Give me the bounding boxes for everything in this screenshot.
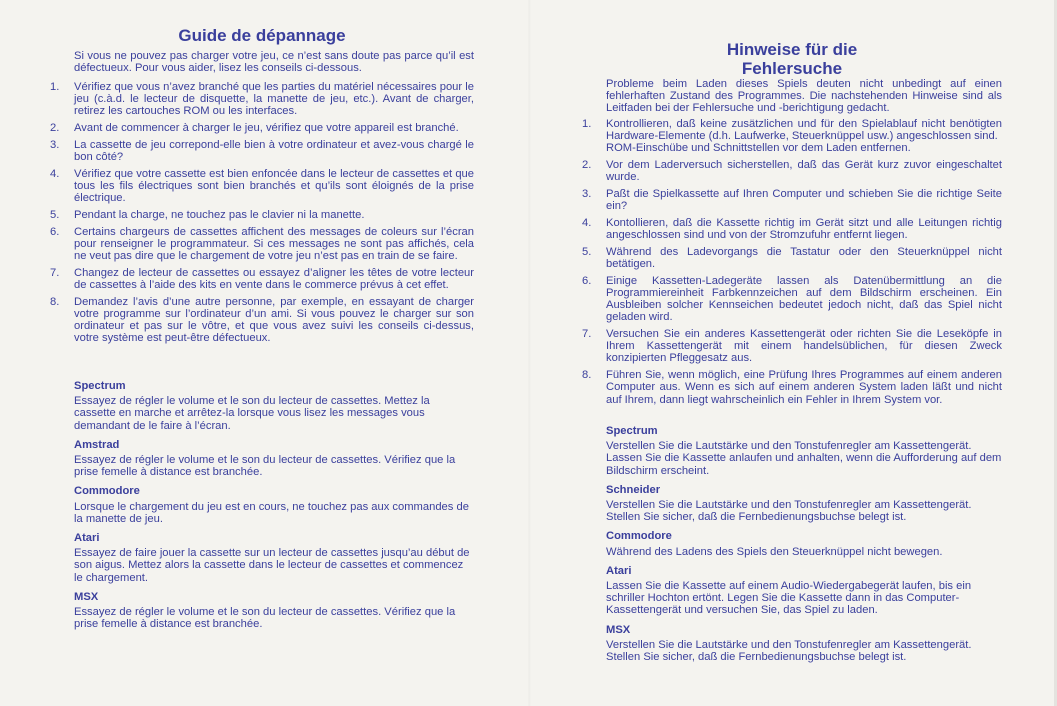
platform-title: Commodore [74,485,140,498]
platform-title: MSX [74,590,99,603]
step-text: Pendant la charge, ne touchez pas le clavier ni la manette. [74,208,365,221]
platform-title: MSX [606,623,631,636]
french-step [50,226,474,263]
step-number: 3. [50,138,60,151]
platform-section-atari [606,565,1002,617]
step-number: 8. [582,369,592,382]
step-text: Vor dem Laderversuch sicherstellen, daß das Gerät kurz zuvor eingeschaltet wurde. [606,159,1002,184]
platform-title: Amstrad [74,438,120,451]
step-number: 5. [582,245,592,258]
german-step [582,275,1002,324]
step-text: Vérifiez que vous n’avez branché que les parties du matériel nécessaires pour le jeu (c.à.d. le lecteur de disquette, la manette de jeu, etc.). Avant de charger, retirez les cartouches ROM ou les interfaces. [74,81,474,118]
german-step [582,118,1002,155]
step-text: Paßt die Spielkassette auf Ihren Computer und schieben Sie die richtige Seite ein? [606,188,1002,213]
step-number: 1. [582,118,592,130]
platform-text: Essayez de régler le volume et le son du lecteur de cassettes. Mettez la cassette en marche et arrêtez-la lorsque vous lisez les messages vous demandant de le faire à l’écran. [74,395,430,432]
german-title [582,40,1002,78]
german-step [582,246,1002,270]
step-text: Während des Ladevorgangs die Tastatur oder den Steuerknüppel nicht betätigen. [606,245,1002,271]
platform-text: Verstellen Sie die Lautstärke und den Tonstufenregler am Kassettengerät. Lassen Sie die Kassette anlaufen und anhalten, wenn die Aufforderung auf dem Bildschirm erscheint. [606,440,1002,477]
german-step [582,159,1002,183]
platform-text: Essayez de régler le volume et le son du lecteur de cassettes. Vérifiez que la prise femelle à distance est branchée. [74,606,456,631]
platform-text: Verstellen Sie die Lautstärke und den Tonstufenregler am Kassettengerät. Stellen Sie sicher, daß die Fernbedienungsbuchse belegt ist. [606,638,972,664]
platform-section-msx [74,591,474,631]
step-number: 3. [582,188,592,201]
german-steps [582,118,1002,410]
step-number: 6. [582,274,592,287]
german-step [582,369,1002,406]
french-step [50,267,474,291]
platform-text: Lassen Sie die Kassette auf einem Audio-Wiedergabegerät laufen, bis ein schriller Hochton ertönt. Legen Sie die Kassette dann in das Computer-Kassettengerät und versuchen Sie, das Spiel zu laden. [606,580,972,617]
french-platform-sections [74,380,474,637]
step-text: Changez de lecteur de cassettes ou essayez d’aligner les têtes de votre lecteur de cassettes à l’aide des kits en vente dans le commerce prévus à cet effet. [74,266,474,291]
step-text: Avant de commencer à charger le jeu, vérifiez que votre appareil est branché. [74,122,459,135]
step-number: 2. [50,122,60,135]
step-text: Versuchen Sie ein anderes Kassettengerät oder richten Sie die Leseköpfe in Ihrem Kassettengerät mit einem handelsüblichen, für diesen Zweck konzipierten Pfleggesatz aus. [606,328,1002,365]
platform-section-msx [606,624,1002,664]
french-step [50,139,474,163]
platform-title: Atari [606,564,632,577]
step-number: 1. [50,81,60,93]
platform-section-spectrum [74,380,474,432]
platform-text: Lorsque le chargement du jeu est en cours, ne touchez pas aux commandes de la manette de jeu. [74,500,469,525]
step-text: Vérifiez que votre cassette est bien enfoncée dans le lecteur de cassettes et que tous les fils électriques sont bien branchés et qu’ils sont éloignés de la prise électrique. [74,167,474,205]
step-text: Certains chargeurs de cassettes affichent des messages de coleurs sur l’écran pour renseigner le programmateur. Si ces messages ne sont pas affichés, cela ne veut pas dire que le chargement de votre jeu n’est pas en train de se faire. [74,225,474,262]
french-steps [50,81,474,349]
german-intro: Probleme beim Laden dieses Spiels deuten nicht unbedingt auf einen fehlerhaften Zustand des Programmes. Die nachstehenden Hinweise sind als Leitfaden bei der Fehlersuche und -berichtigung gedacht. [606,78,1002,115]
german-title-line1: Hinweise für die [726,40,858,59]
french-step [50,296,474,345]
platform-section-commodore [606,530,1002,557]
german-step [582,188,1002,212]
french-intro: Si vous ne pouvez pas charger votre jeu, ce n’est sans doute pas parce qu’il est défectueux. Pour vous aider, lisez les conseils ci-dessous. [74,50,474,75]
platform-section-atari [74,532,474,584]
french-step [50,209,474,221]
platform-text: Während des Ladens des Spiels den Steuerknüppel nicht bewegen. [606,545,943,558]
step-text: La cassette de jeu correpond-elle bien à votre ordinateur et avez-vous chargé le bon côté? [74,138,474,164]
step-number: 8. [50,295,60,308]
platform-title: Schneider [606,483,661,496]
platform-section-spectrum [606,425,1002,477]
platform-text: Essayez de régler le volume et le son du lecteur de cassettes. Vérifiez que la prise femelle à distance est branchée. [74,454,456,479]
platform-title: Commodore [606,530,672,543]
german-step [582,328,1002,365]
step-number: 7. [582,328,592,341]
step-extra-text: ROM-Einschübe und Schnittstellen vor dem Laden entfernen. [606,142,911,155]
step-number: 2. [582,159,592,172]
french-title: Guide de dépannage [178,26,346,45]
step-text: Einige Kassetten-Ladegeräte lassen als Datenübermittlung an die Programmiereinheit Farbkennzeichen auf dem Bildschirm erscheinen. Ein Ausbleiben solcher Kennseichen bedeutet jedoch nicht, daß das Spiel nicht geladen wird. [606,274,1002,324]
platform-title: Spectrum [606,425,658,437]
step-text: Demandez l’avis d’une autre personne, par exemple, en essayant de charger votre programme sur l’ordinateur d’un ami. Si vous pouvez le charger sur son ordinateur et pas sur le vôtre, et que vous avez suivi les conseils ci-dessus, votre système est peut-être défectueux. [74,295,474,345]
platform-text: Verstellen Sie die Lautstärke und den Tonstufenregler am Kassettengerät. Stellen Sie sicher, daß die Fernbedienungsbuchse belegt ist. [606,499,972,524]
french-step [50,81,474,118]
step-number: 5. [50,208,60,221]
step-number: 4. [582,216,592,229]
step-text: Kontrollieren, daß keine zusätzlichen und für den Spielablauf nicht benötigten Hardware-Elemente (d.h. Laufwerke, Steuerknüppel usw.) angeschlossen sind. [606,118,1002,143]
german-step [582,217,1002,241]
platform-title: Spectrum [74,380,126,392]
platform-section-commodore [74,485,474,525]
platform-section-schneider [606,484,1002,524]
french-step [50,168,474,205]
step-number: 7. [50,266,60,279]
step-text: Kontollieren, daß die Kassette richtig im Gerät sitzt und alle Leitungen richtig angeschlossen sind und von der Stromzufuhr entfernt liegen. [606,216,1002,242]
german-title-line2: Fehlersuche [741,59,843,78]
platform-section-amstrad [74,439,474,479]
german-platform-sections [606,425,1002,670]
step-number: 4. [50,167,60,180]
platform-title: Atari [74,532,100,545]
french-step [50,122,474,134]
step-number: 6. [50,225,60,238]
step-text: Führen Sie, wenn möglich, eine Prüfung Ihres Programmes auf einem anderen Computer aus. Wenn es sich auf einem anderen System laden läßt und nicht auf Ihrem, dann liegt wahrscheinlich ein Fehler in Ihrem System vor. [606,369,1002,406]
platform-text: Essayez de faire jouer la cassette sur un lecteur de cassettes jusqu’au début de son aigus. Mettez alors la cassette dans le lecteur de cassettes et commencez le chargement. [74,547,470,584]
